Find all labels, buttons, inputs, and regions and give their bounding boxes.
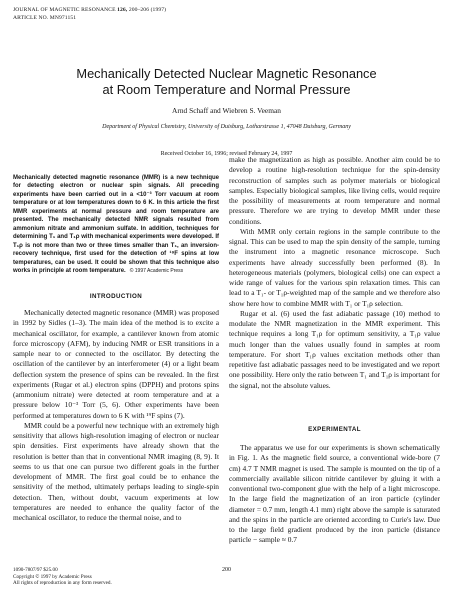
- experimental-body: [229, 443, 440, 546]
- abstract-copyright: © 1997 Academic Press: [129, 267, 184, 274]
- article-number: ARTICLE NO. MN971151: [13, 15, 77, 21]
- footer-price: 1090-7807/97 $25.00: [13, 567, 58, 573]
- received-dates: Received October 16, 1996; revised February 24, 1997: [160, 151, 293, 157]
- left-column-body: [13, 308, 219, 523]
- abstract: [13, 174, 219, 275]
- section-heading-introduction: INTRODUCTION: [89, 293, 143, 300]
- paragraph: Rugar et al. (6) used the fast adiabatic passage (10) method to modulate the NMR magnetization in the MMR experiment. This technique requires a long T₁ρ for optimum sensitivity, a T₁ρ value much longer than the values usually found in samples at room temperature. For short T₁ρ values excitation methods other than repetitive fast adiabatic passages need to be investigated and we report one possibility. Here only the ratio between T₁ and T₁ρ is important for the signal, not the absolute values.: [229, 308, 440, 390]
- journal-volume: 126,: [117, 7, 128, 13]
- paragraph: make the magnetization as high as possible. Another aim could be to develop a routine high-resolution technique for the spin-density reconstruction of samples such as polymer materials or biological samples. Especially biological samples, like living cells, would require the possibility of measurements at room temperature and normal pressure. Therefore we are trying to develop MMR under these conditions.: [229, 155, 440, 226]
- page-number: 200: [222, 567, 231, 573]
- footer-rights: All rights of reproduction in any form reserved.: [13, 580, 112, 587]
- paragraph: Mechanically detected magnetic resonance (MMR) was proposed in 1992 by Sidles (1–3). The main idea of the method is to excite a mechanical oscillator, for example, a cantilever known from atomic force microscopy (AFM), by inducing NMR or ESR transitions in a sample near to or connected to the oscillator. By detecting the oscillation of the cantilever by an interferometer (4) or a light beam deflection system the presence of spins can be revealed. In the first experiments (Rugar et al.) electron spins (DPPH) and protons spins (ammonium nitrate) were detected at room temperature and at a pressure below 10⁻³ Torr (5, 6). Other experiments have been performed at temperatures down to 6 K with ¹⁹F spins (7).: [13, 308, 219, 420]
- section-heading-experimental: EXPERIMENTAL: [308, 426, 361, 433]
- right-column-body: [229, 155, 440, 391]
- paragraph: With MMR only certain regions in the sample contribute to the signal. This can be used to map the spin density of the sample, turning the instrument into a magnetic resonance microscope. Such experiments have already successfully been performed (8). In heterogeneous materials (polymers, biological cells) one can expect a wide range of values for the various spin relaxation times. This can lead to a T₁- or T₁ρ-weighted map of the sample and we therefore also show here how to combine MMR with T₁ or T₁ρ selection.: [229, 226, 440, 308]
- journal-name: JOURNAL OF MAGNETIC RESONANCE: [13, 7, 116, 13]
- authors: Arnd Schaff and Wiebren S. Veeman: [172, 106, 281, 115]
- title-line-1: Mechanically Detected Nuclear Magnetic Resonance: [76, 66, 377, 81]
- title-line-2: at Room Temperature and Normal Pressure: [102, 82, 351, 97]
- article-title: [0, 66, 453, 98]
- running-header: [13, 6, 166, 22]
- journal-pages: 200–206 (1997): [128, 7, 167, 13]
- paragraph: MMR could be a powerful new technique with an extremely high sensitivity that allows high-resolution imaging of electron or nuclear spin densities. First experiments have already shown that the resolution is better than that in conventional NMR imaging (8, 9). It seems to us that one can pursue two different goals in the further development of MMR. The first goal could be to enhance the sensitivity of the method, ultimately perhaps leading to single-spin detection. Then, without doubt, vacuum experiments at low temperatures are needed to enhance the quality factor of the mechanical oscillator, to reduce the thermal noise, and to: [13, 420, 219, 522]
- footer-copyright: Copyright © 1997 by Academic Press: [13, 573, 92, 580]
- abstract-text: Mechanically detected magnetic resonance (MMR) is a new technique for detecting electron or nuclear spin signals. All preceding experiments have been carried out in a <10⁻³ Torr vacuum at room temperature or at low temperatures down to 6 K. In this article the first MMR experiments at normal pressure and room temperature are presented. The mechanically detected NMR signals resulted from ammonium nitrate and ammonium sulfate. In addition, techniques for determining T₁ and T₁ρ with mechanical experiments were developed. If T₁ρ is not more than two or three times smaller than T₁, an inversion-recovery technique, first used for the detection of ¹⁹F spins at low temperatures, can be used. It could be shown that this technique also works in principle at room temperature.: [13, 175, 219, 274]
- paragraph: The apparatus we use for our experiments is shown schematically in Fig. 1. As the magnetic field source, a conventional wide-bore (7 cm) 4.7 T NMR magnet is used. The sample is mounted on the tip of a commercially available silicon nitride cantilever by gluing it with a conventional two-component glue with the help of a light microscope. In the large field the magnetization of an iron particle (cylinder diameter = 0.7 mm, length 4.1 mm) right above the sample is saturated and the spins in the particle are oriented according to Curie's law. Due to the large field gradient produced by the iron particle (distance particle − sample ≈ 0.7: [229, 443, 440, 545]
- affiliation: Department of Physical Chemistry, University of Duisburg, Lotharstrasse 1, 47048 Duisburg, Germany: [102, 124, 351, 130]
